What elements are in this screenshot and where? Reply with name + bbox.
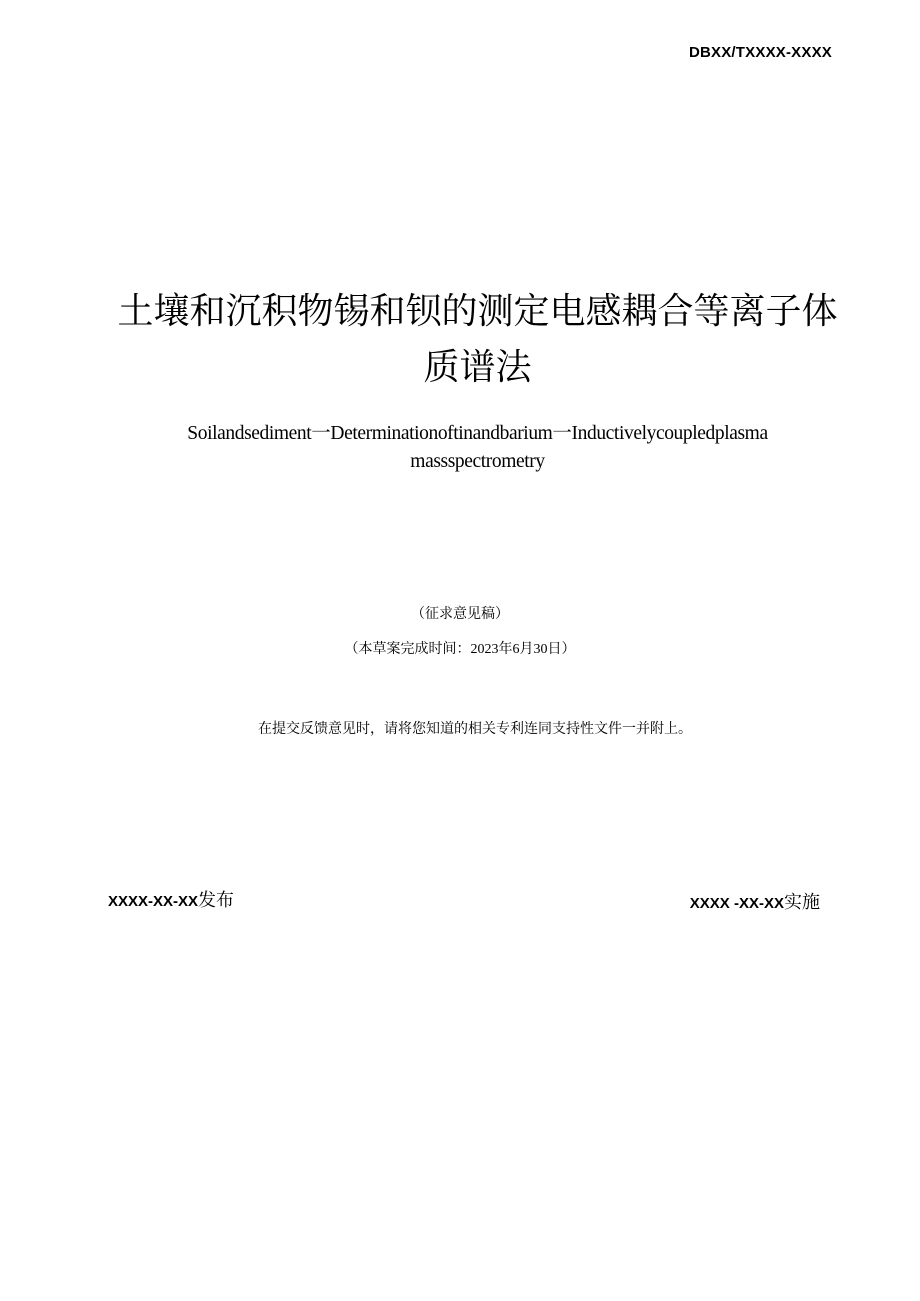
standard-code: DBXX/TXXXX-XXXX [688,44,832,61]
implementation-date-label: 实施 [784,892,820,912]
issue-date-label: 发布 [198,890,235,910]
draft-completion-date: （本草案完成时间：2023年6月30日） [344,642,576,657]
title-english: Soilandsediment一Determinationoftinandbarium一Inductivelycoupledplasma massspectrometry [187,423,768,472]
implementation-date [690,888,820,914]
implementation-date-code: XXXX -XX-XX [689,895,784,912]
issue-date-code: XXXX-XX-XX [108,893,199,910]
issue-date [108,886,234,912]
patent-notice: 在提交反馈意见时，请将您知道的相关专利连同支持性文件一并附上。 [258,721,692,737]
title-chinese: 土壤和沉积物锡和钡的测定电感耦合等离子体质谱法 [117,291,838,388]
draft-status-label: （征求意见稿） [411,607,509,622]
